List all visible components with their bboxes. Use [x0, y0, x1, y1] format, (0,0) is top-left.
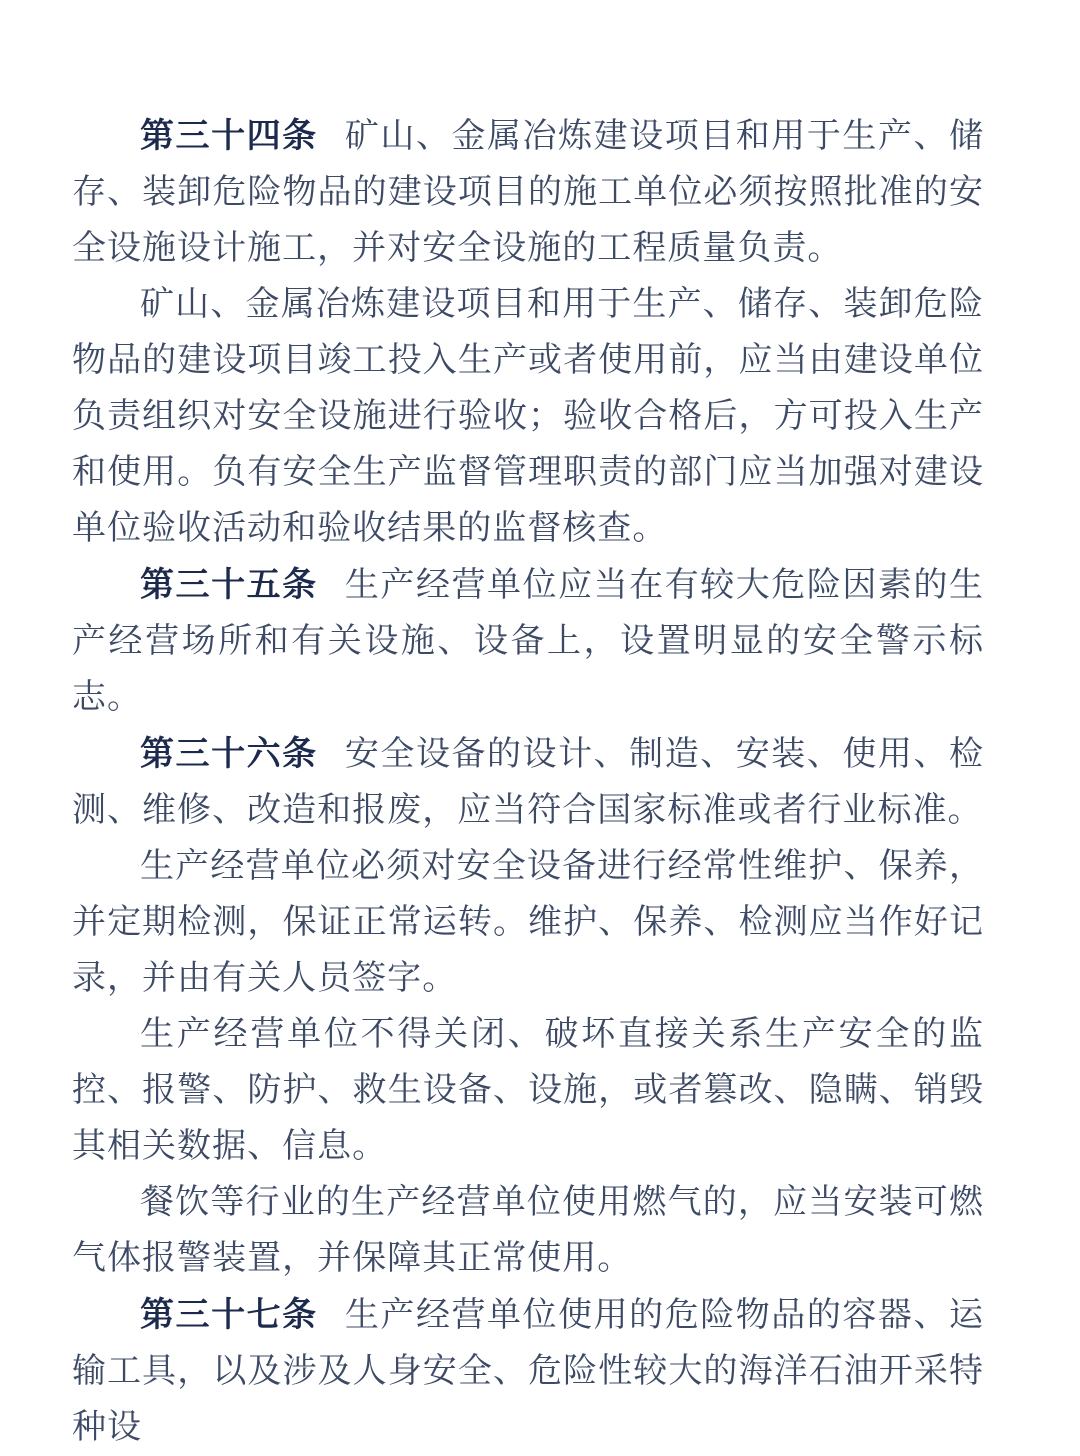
paragraph-text: 餐饮等行业的生产经营单位使用燃气的，应当安装可燃气体报警装置，并保障其正常使用。 [72, 1184, 984, 1277]
paragraph-article-35 [72, 557, 984, 726]
statute-text-block [72, 108, 984, 1456]
paragraph-article-36-clause-4 [72, 1175, 984, 1287]
article-number-label: 第三十五条 [140, 566, 318, 604]
paragraph-article-36-clause-2 [72, 839, 984, 1007]
paragraph-article-36-clause-3 [72, 1007, 984, 1175]
paragraph-article-34 [72, 108, 984, 277]
paragraph-text: 矿山、金属冶炼建设项目和用于生产、储存、装卸危险物品的建设项目竣工投入生产或者使用前，应当由建设单位负责组织对安全设施进行验收；验收合格后，方可投入生产和使用。负有安全生产监督管理职责的部门应当加强对建设单位验收活动和验收结果的监督核查。 [72, 286, 984, 547]
article-number-label: 第三十七条 [140, 1296, 318, 1334]
paragraph-text: 生产经营单位使用的危险物品的容器、运输工具，以及涉及人身安全、危险性较大的海洋石油开采特种设 [72, 1297, 984, 1446]
paragraph-text: 生产经营单位必须对安全设备进行经常性维护、保养，并定期检测，保证正常运转。维护、保养、检测应当作好记录，并由有关人员签字。 [72, 848, 984, 997]
paragraph-article-34-clause-2 [72, 277, 984, 557]
paragraph-article-36 [72, 726, 984, 839]
paragraph-article-37-truncated [72, 1287, 984, 1456]
paragraph-text: 生产经营单位应当在有较大危险因素的生产经营场所和有关设施、设备上，设置明显的安全警示标志。 [72, 567, 984, 716]
paragraph-text: 生产经营单位不得关闭、破坏直接关系生产安全的监控、报警、防护、救生设备、设施，或者篡改、隐瞒、销毁其相关数据、信息。 [72, 1016, 984, 1165]
article-number-label: 第三十四条 [140, 117, 318, 155]
paragraph-text: 安全设备的设计、制造、安装、使用、检测、维修、改造和报废，应当符合国家标准或者行业标准。 [72, 736, 984, 829]
paragraph-text: 矿山、金属冶炼建设项目和用于生产、储存、装卸危险物品的建设项目的施工单位必须按照批准的安全设施设计施工，并对安全设施的工程质量负责。 [72, 118, 984, 267]
article-number-label: 第三十六条 [140, 735, 318, 773]
